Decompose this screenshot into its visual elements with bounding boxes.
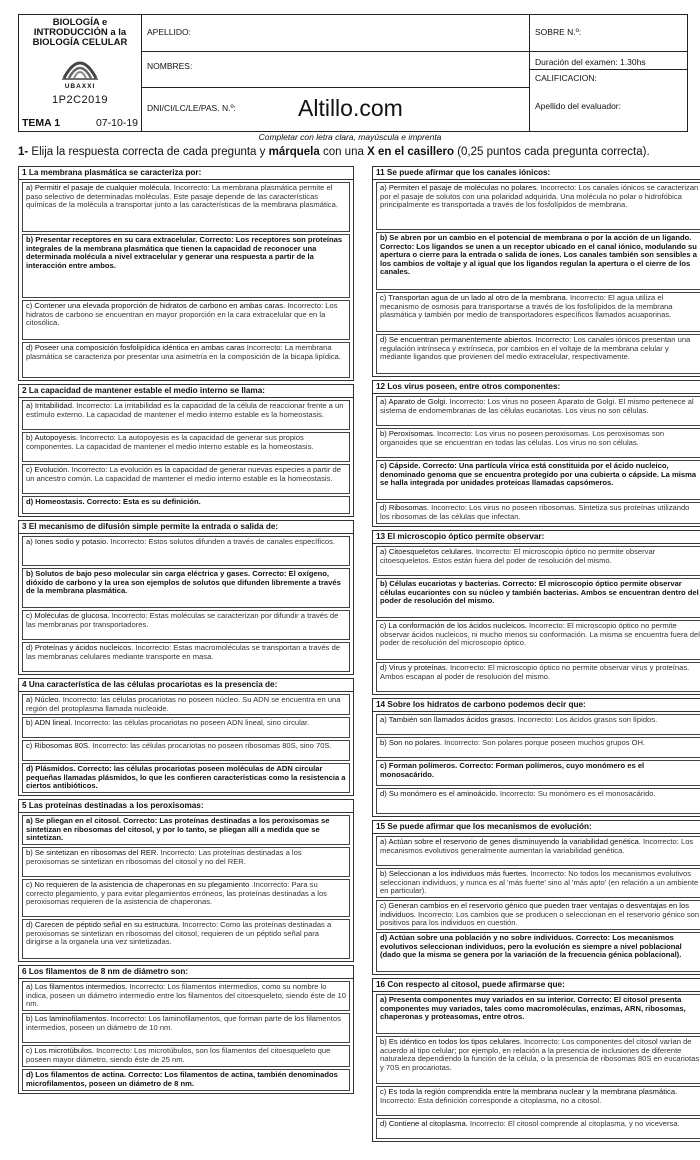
option-explanation: Incorrecto: La membrana plasmática se caracteriza por presentar una asimetría en la composición de la bicapa lipídica.	[26, 343, 341, 361]
question-title: 1 La membrana plasmática se caracteriza por:	[19, 167, 353, 180]
tema-row	[22, 117, 138, 129]
option-text: d) Actúan sobre una población y no sobre individuos.	[380, 933, 574, 942]
option-text: c) Forman polímeros.	[380, 761, 458, 770]
option-text: b) Se abren por un cambio en el potencial de membrana o por la acción de un ligando.	[380, 233, 692, 242]
answer-option[interactable]	[376, 1036, 700, 1084]
option-explanation: Incorrecto: Esta definición corresponde a citoplasma, no a citosol.	[380, 1095, 602, 1105]
answer-option[interactable]	[376, 578, 700, 618]
uba-logo-icon	[60, 54, 100, 82]
option-explanation: Correcto: Esta es su definición.	[84, 497, 201, 506]
answer-option[interactable]	[22, 879, 350, 917]
option-text: a) Los filamentos intermedios.	[26, 982, 128, 991]
question-5	[18, 799, 354, 962]
question-title: 3 El mecanismo de difusión simple permite la entrada o salida de:	[19, 521, 353, 534]
answer-option[interactable]	[22, 815, 350, 845]
option-explanation: Incorrecto: las células procariotas no poseen núcleo. Su ADN se encuentra en una región del protoplasma llamada nucleoide.	[26, 695, 341, 713]
questions-left-column	[18, 166, 354, 1097]
question-title: 13 El microscopio óptico permite observar:	[373, 531, 700, 544]
option-text: c) Evolución.	[26, 465, 70, 474]
option-text: d) Proteínas y ácidos nucleicos.	[26, 643, 134, 652]
option-explanation: Incorrecto: Los laminofilamentos, que forman parte de los filamentos intermedios, poseen un diámetro de 10 nm.	[26, 1014, 341, 1032]
answer-option[interactable]	[376, 994, 700, 1034]
question-14	[372, 698, 700, 817]
question-title: 4 Una característica de las células procariotas es la presencia de:	[19, 679, 353, 692]
option-explanation: Incorrecto: Estos solutos difunden a través de canales específicos.	[108, 537, 335, 546]
question-title: 2 La capacidad de mantener estable el medio interno se llama:	[19, 385, 353, 398]
answer-option[interactable]	[376, 182, 700, 230]
option-text: d) Ribosomas.	[380, 503, 429, 512]
evaluador-field[interactable]: Apellido del evaluador:	[535, 101, 622, 111]
question-16	[372, 978, 700, 1142]
answer-option[interactable]	[22, 536, 350, 566]
option-text: b) Células eucariotas y bacterias.	[380, 579, 501, 588]
logo-text: UBAXXI	[64, 83, 96, 90]
option-explanation: Incorrecto: Los microtúbulos, son los filamentos del citoesqueleto que poseen mayor diámetro, siendo éste de 25 nm.	[26, 1046, 331, 1064]
option-text: b) Presentar receptores en su cara extracelular.	[26, 235, 198, 244]
option-explanation: Correcto: Los mecanismos evolutivos seleccionan individuos, pero la evolución es siempre a nivel poblacional (dado que la misma se genera por la variación de la frecuencia génica poblacional).	[380, 933, 682, 960]
answer-option[interactable]	[376, 932, 700, 972]
option-text: d) Contiene al citoplasma.	[380, 1119, 468, 1128]
option-text: a) Actúan sobre el reservorio de genes disminuyendo la variabilidad genética.	[380, 837, 641, 846]
option-text: b) Los laminofilamentos.	[26, 1014, 109, 1023]
option-explanation: Incorrecto: No todos los mecanismos evolutivos seleccionan individuos, y nunca es al 'más fuerte' sino al 'más apto' (en relación a un ambiente en particular).	[380, 869, 699, 896]
answer-option[interactable]	[376, 737, 700, 758]
answer-option[interactable]	[376, 788, 700, 814]
option-explanation: Incorrecto: El citosol comprende al citoplasma, y no viceversa.	[467, 1119, 680, 1128]
option-explanation: Correcto: Los filamentos de actina, también denominados microfilamentos, poseen un diámetro de 8 nm.	[26, 1070, 338, 1088]
option-text: c) Generan cambios en el reservorio génico que pueden traer ventajas o desventajas en los individuos.	[380, 901, 689, 919]
answer-option[interactable]	[376, 1086, 700, 1116]
option-text: a) Citoesqueletos celulares.	[380, 547, 474, 556]
answer-option[interactable]	[22, 300, 350, 340]
option-explanation: Incorrecto: Los virus no poseen peroxisomas. Los peroxisomas son organoides que se encuentran en todas las células. Los virus no son células.	[380, 429, 665, 447]
option-text: d) Virus y proteínas.	[380, 663, 448, 672]
answer-option[interactable]	[22, 981, 350, 1011]
answer-option[interactable]	[22, 432, 350, 462]
answer-option[interactable]	[376, 292, 700, 332]
answer-option[interactable]	[376, 662, 700, 692]
question-title: 14 Sobre los hidratos de carbono podemos decir que:	[373, 699, 700, 712]
question-title: 15 Se puede afirmar que los mecanismos de evolución:	[373, 821, 700, 834]
answer-option[interactable]	[22, 919, 350, 959]
option-explanation: Incorrecto: El agua utiliza el mecanismo de osmosis para transportarse a través de los fosfolípidos de la membrana plasmática y también por medio de transportadores específicos llamados acuaporinas.	[380, 293, 673, 320]
option-explanation: Incorrecto: Estas macromoléculas se transportan a través de las membranas celulares mediante transporte en masa.	[26, 643, 341, 661]
option-explanation: Correcto: Los ligandos se unen a un receptor ubicado en el canal iónico, modulando su apertura o cierre para la entrada o salida de iones. Los canales también son sensibles a los cambios de voltaje y al igual que los ligandos regulan la apertura o el cierre de los canales.	[380, 241, 697, 277]
option-explanation: Incorrecto: Su monómero es el monosacárido.	[497, 789, 656, 798]
question-title: 6 Los filamentos de 8 nm de diámetro son:	[19, 966, 353, 979]
course-title	[19, 18, 141, 48]
option-text: b) Peroxisomas.	[380, 429, 435, 438]
option-text: d) Plásmidos.	[26, 764, 76, 773]
tema-label: TEMA 1	[22, 117, 61, 129]
answer-option[interactable]	[22, 464, 350, 494]
main-instructions	[18, 146, 650, 158]
fill-instructions: Completar con letra clara, mayúscula e imprenta	[258, 132, 442, 142]
option-text: c) Los microtúbulos.	[26, 1046, 94, 1055]
option-text: c) Cápside.	[380, 461, 421, 470]
answer-option[interactable]	[22, 694, 350, 715]
option-text: c) Es toda la región comprendida entre la membrana nuclear y la membrana plasmática.	[380, 1087, 678, 1096]
option-text: c) La conformación de los ácidos nucleicos.	[380, 621, 527, 630]
option-explanation: Incorrecto: Los canales iónicos presentan una regulación intrínseca y extrínseca, por cambios en el voltaje de la membrana celular y mediante ligandos que provienen del medio extracelular, respectivamente.	[380, 335, 691, 362]
option-text: a) Iones sodio y potasio.	[26, 537, 109, 546]
exam-date: 07-10-19	[95, 117, 138, 129]
apellido-field[interactable]: APELLIDO:	[147, 27, 191, 37]
answer-option[interactable]	[376, 502, 700, 524]
option-text: d) Carecen de péptido señal en su estructura.	[26, 920, 181, 929]
answer-option[interactable]	[376, 232, 700, 290]
answer-option[interactable]	[376, 868, 700, 898]
answer-option[interactable]	[376, 836, 700, 866]
option-text: b) Autopoyesis.	[26, 433, 78, 442]
option-text: b) Es idéntico en todos los tipos celulares.	[380, 1037, 522, 1046]
instruction-text: con una	[319, 146, 368, 158]
watermark: Altillo.com	[298, 95, 403, 121]
answer-option[interactable]	[22, 847, 350, 877]
answer-option[interactable]	[22, 234, 350, 298]
answer-option[interactable]	[376, 460, 700, 500]
option-explanation: .Incorrecto: Para su correcto plegamiento, y para evitar plegamientos erróneos, las proteínas destinadas a los peroxisomas requieren de la asistencia de chaperonas.	[26, 880, 327, 907]
answer-option[interactable]	[22, 568, 350, 608]
option-explanation: Incorrecto: Las proteínas destinadas a los peroxisomas se sintetizan en ribosomas del citosol y no del RER.	[26, 848, 302, 866]
option-explanation: Incorrecto: Son polares porque poseen muchos grupos OH.	[442, 738, 646, 747]
option-explanation: Correcto: Las proteínas destinadas a los peroxisomas se sintetizan en ribosomas del citosol, y por lo tanto, se pliegan allí a medida que se sintetizan.	[26, 816, 330, 843]
option-explanation: Correcto: El oxígeno, dióxido de carbono y la urea son ejemplos de solutos que difunden libremente a través de la membrana plasmática.	[26, 569, 341, 596]
option-explanation: Correcto: El citosol presenta componentes muy variados, tales como macromoléculas, enzimas, ARN, ribosomas, chaperonas y proteasomas, entre otros.	[380, 995, 686, 1022]
answer-option[interactable]	[22, 717, 350, 738]
option-explanation: Incorrecto: La autopoyesis es la capacidad de generar sus propios componentes. La capacidad de mantener el medio interno estable es la homeostasis.	[26, 433, 314, 451]
question-title: 5 Las proteínas destinadas a los peroxisomas:	[19, 800, 353, 813]
answer-option[interactable]	[376, 396, 700, 426]
course-title-line: BIOLOGÍA e	[52, 17, 108, 28]
option-text: d) Los filamentos de actina.	[26, 1070, 127, 1079]
option-text: b) Se sintetizan en ribosomas del RER.	[26, 848, 159, 857]
nombres-field[interactable]: NOMBRES:	[147, 61, 193, 71]
option-text: a) Núcleo.	[26, 695, 61, 704]
option-explanation: Correcto: El microscopio óptico permite observar células eucariontes con su núcleo y también bacterias. Ambos se encuentran dentro del poder de resolución del mismo.	[380, 579, 699, 606]
option-explanation: Incorrecto: Los virus no poseen Aparato de Golgi. El mismo pertenece al sistema de endomembranas de las células eucariotas. Los virus no son células.	[380, 397, 694, 415]
question-title: 11 Se puede afirmar que los canales iónicos:	[373, 167, 700, 180]
option-text: a) Permitir el pasaje de cualquier molécula.	[26, 183, 172, 192]
question-11	[372, 166, 700, 377]
answer-option[interactable]	[376, 546, 700, 576]
course-title-line: BIOLOGÍA CELULAR	[32, 37, 128, 48]
question-4	[18, 678, 354, 796]
option-explanation: Incorrecto: La irritabilidad es la capacidad de la célula de reaccionar frente a un estímulo externo. La capacidad de mantener el medio interno estable es la homeostasis.	[26, 401, 344, 419]
option-explanation: Incorrecto: El microscopio óptico no permite observar virus y proteínas. Ambos escapan al poder de resolución del mismo.	[380, 663, 690, 681]
option-text: d) Se encuentran permanentemente abiertos.	[380, 335, 534, 344]
answer-option[interactable]	[22, 400, 350, 430]
course-logo-cell	[19, 15, 142, 131]
option-explanation: Incorrecto: Los mecanismos evolutivos generalmente aumentan la variabilidad genética.	[380, 837, 694, 855]
option-explanation: Incorrecto: las células procariotas no poseen ADN lineal, sino circular.	[72, 718, 310, 727]
question-title: 12 Los virus poseen, entre otros componentes:	[373, 381, 700, 394]
option-explanation: Incorrecto: Los ácidos grasos son lípidos.	[515, 715, 658, 724]
option-explanation: Incorrecto: Estas moléculas se caracterizan por difundir a través de las membranas por transportadores.	[26, 611, 339, 629]
questions-right-column	[372, 166, 700, 1145]
answer-option[interactable]	[376, 620, 700, 660]
question-15	[372, 820, 700, 975]
question-title: 16 Con respecto al citosol, puede afirmarse que:	[373, 979, 700, 992]
option-text: b) Solutos de bajo peso molecular sin carga eléctrica y gases.	[26, 569, 251, 578]
option-text: b) Son no polares.	[380, 738, 443, 747]
instruction-text: (0,25 puntos cada pregunta correcta).	[454, 146, 650, 158]
sobre-field[interactable]: SOBRE N.º:	[535, 27, 582, 37]
option-text: d) Poseer una composición fosfolipídica idéntica en ambas caras	[26, 343, 245, 352]
option-explanation: Incorrecto: El microscopio óptico no permite observar ácidos nucleicos, ni mucho menos su conformación. La misma se encuentra fuera del poder de resolución del microscopio óptico.	[380, 621, 700, 648]
answer-option[interactable]	[376, 1118, 700, 1139]
option-text: a) Permiten el pasaje de moléculas no polares.	[380, 183, 539, 192]
option-text: a) Se pliegan en el citosol.	[26, 816, 121, 825]
calificacion-field[interactable]: CALIFICACION:	[535, 73, 597, 83]
answer-option[interactable]	[376, 900, 700, 930]
option-text: c) Moléculas de glucosa.	[26, 611, 110, 620]
answer-option[interactable]	[22, 1045, 350, 1067]
question-2	[18, 384, 354, 517]
option-text: b) ADN lineal.	[26, 718, 73, 727]
answer-option[interactable]	[22, 342, 350, 378]
option-explanation: Incorrecto: Los virus no poseen ribosomas. Sintetiza sus proteínas utilizando los ribosomas de las células que infectan.	[380, 503, 690, 521]
question-1	[18, 166, 354, 381]
exam-code: 1P2C2019	[52, 94, 108, 106]
question-3	[18, 520, 354, 675]
dni-field[interactable]: DNI/CI/LC/LE/PAS. N.º:	[147, 103, 236, 113]
answer-option[interactable]	[22, 1069, 350, 1091]
option-explanation: Incorrecto: Los canales iónicos se caracterizan por el pasaje de solutos con una polaridad adquirida. Una molécula no polar o hidrofóbica principalmente es transportada a través de los fosfolípidos de membrana.	[380, 183, 699, 210]
option-explanation: Correcto: las células procariotas poseen moléculas de ADN circular pequeñas llamadas plásmidos, lo que les confieren características como la resistencia a ciertos antibióticos.	[26, 764, 346, 791]
answer-option[interactable]	[376, 714, 700, 735]
answer-option[interactable]	[22, 182, 350, 232]
option-explanation: Incorrecto: las células procariotas no poseen ribosomas 80S, sino 70S.	[90, 741, 332, 750]
option-text: a) Presenta componentes muy variados en su interior.	[380, 995, 576, 1004]
option-explanation: Incorrecto: La evolución es la capacidad de generar nuevas especies a partir de un ancestro común. La capacidad de mantener el medio interno estable es la homeostasis.	[26, 465, 341, 483]
answer-option[interactable]	[22, 740, 350, 761]
option-text: c) Contener una elevada proporción de hidratos de carbono en ambas caras.	[26, 301, 286, 310]
option-text: d) Su monómero es el aminoácido.	[380, 789, 498, 798]
option-explanation: Correcto: Una partícula vírica está constituida por el ácido nucleico, denominado genoma que se encuentra protegido por una cubierta o cápside. La misma se halla integrada por unidades proteicas llamadas capsómeros.	[380, 461, 697, 488]
question-12	[372, 380, 700, 527]
answer-option[interactable]	[22, 642, 350, 672]
option-text: d) Homeostasis.	[26, 497, 85, 506]
option-text: b) Seleccionan a los individuos más fuertes.	[380, 869, 529, 878]
answer-option[interactable]	[22, 763, 350, 793]
answer-option[interactable]	[376, 760, 700, 786]
option-explanation: Incorrecto: La membrana plasmática permite el paso selectivo de determinadas moléculas. Este pasaje depende de las características químicas de la molécula a transportar junto a las características de la membrana plasmática.	[26, 183, 338, 210]
option-explanation: Incorrecto: Los filamentos intermedios, como su nombre lo indica, poseen un diámetro intermedio entre los filamentos del citoesqueleto, siendo éste de 10 nm.	[26, 982, 346, 1009]
exam-header	[18, 14, 688, 132]
instruction-number: 1-	[18, 146, 29, 158]
exam-info-fields	[530, 15, 687, 131]
option-text: a) Aparato de Golgi.	[380, 397, 448, 406]
option-explanation: Correcto: Los receptores son proteínas integrales de la membrana plasmática que tienen la capacidad de reconocer una determinada molécula a nivel extracelular y generar una respuesta a partir de la interacción entre ambos.	[26, 235, 343, 270]
answer-option[interactable]	[376, 428, 700, 458]
option-text: a) También son llamados ácidos grasos.	[380, 715, 516, 724]
option-explanation: Incorrecto: Los hidratos de carbono se encuentran en mayor proporción en la cara extracelular que en la citosólica.	[26, 301, 338, 328]
answer-option[interactable]	[22, 1013, 350, 1043]
answer-option[interactable]	[376, 334, 700, 374]
option-text: a) Irritabilidad.	[26, 401, 75, 410]
course-title-line: INTRODUCCIÓN a la	[33, 27, 127, 38]
option-text: c) Transportan agua de un lado al otro de la membrana.	[380, 293, 568, 302]
answer-option[interactable]	[22, 496, 350, 514]
option-explanation: Incorrecto: Como las proteínas destinadas a peroxisomas se sintetizan en ribosomas del citosol, requieren de un péptido señal para dirigirse a la organela una vez sintetizadas.	[26, 920, 332, 947]
option-explanation: Incorrecto: Los componentes del citosol varían de acuerdo al tipo celular; por ejemplo, en relación a la presencia de inclusiones de diferente naturaleza dependiendo la función de la célula, o la presencia de ribosomas 80S en eucariotas y 70S en procariotas.	[380, 1037, 700, 1072]
instruction-emphasis: X en el casillero	[367, 146, 455, 158]
option-explanation: Correcto: Forman polímeros, cuyo monómero es el monosacárido.	[380, 761, 645, 779]
option-explanation: Incorrecto: El microscopio óptico no permite observar citoesqueletos. Estos están fuera del poder de resolución del mismo.	[380, 547, 656, 565]
question-13	[372, 530, 700, 695]
option-text: c) No requieren de la asistencia de chaperonas en su plegamiento	[26, 880, 250, 889]
answer-option[interactable]	[22, 610, 350, 640]
instruction-text: Elija la respuesta correcta de cada pregunta y	[28, 146, 269, 158]
option-explanation: Incorrecto: Los cambios que se producen o seleccionan en el reservorio génico son positivos para los individuos en cuestión.	[380, 909, 700, 928]
instruction-emphasis: márquela	[268, 146, 320, 158]
duracion-label: Duración del examen: 1.30hs	[535, 57, 646, 67]
option-text: c) Ribosomas 80S.	[26, 741, 91, 750]
question-6	[18, 965, 354, 1094]
student-fields	[142, 15, 530, 131]
